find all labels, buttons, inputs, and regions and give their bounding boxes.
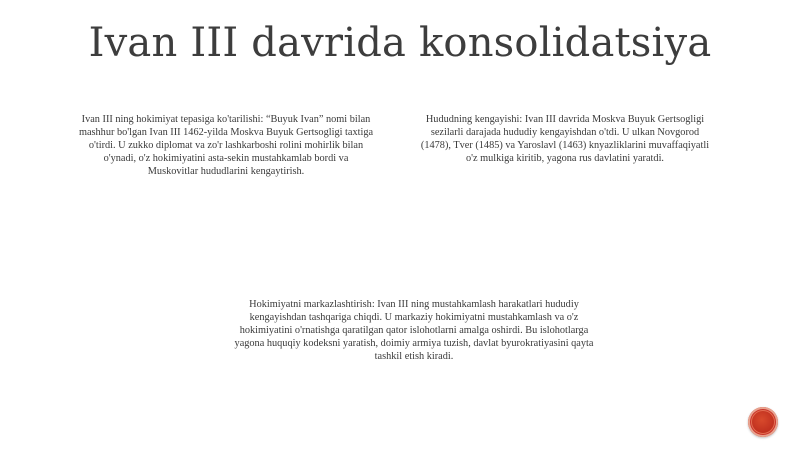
text-block-centralization: Hokimiyatni markazlashtirish: Ivan III ning mustahkamlash harakatlari hududiy kengayishdan tashqariga chiqdi. U markaziy hokimiyatni mustahkamlash va o'z hokimiyatini o'rnatishga qaratilgan qator islohotlarni amalga oshirdi. Bu islohotlarga yagona huquqiy kodeksni yaratish, doimiy armiya tuzish, davlat byurokratiyasini qayta tashkil etish kiradi. bbox=[234, 299, 594, 362]
slide-nav-button[interactable] bbox=[748, 407, 778, 437]
text-block-territorial-expansion: Hududning kengayishi: Ivan III davrida Moskva Buyuk Gertsogligi sezilarli darajada hududiy kengayishdan o'tdi. U ulkan Novgorod (1478), Tver (1485) va Yaroslavl (1463) knyazliklarini muvaffaqiyatli o'z mulkiga kiritib, yagona rus davlatini yaratdi. bbox=[420, 114, 710, 164]
circle-nav-icon bbox=[751, 410, 775, 434]
text-block-rise-to-power: Ivan III ning hokimiyat tepasiga ko'tarilishi: “Buyuk Ivan” nomi bilan mashhur bo'lgan Ivan III 1462-yilda Moskva Buyuk Gertsogligi taxtiga o'tirdi. U zukko diplomat va zo'r lashkarboshi rolini mohirlik bilan o'ynadi, o'z hokimiyatini asta-sekin mustahkamlab bordi va Muskovitlar hududlarini kengaytirish. bbox=[78, 114, 374, 177]
slide-title: Ivan III davrida konsolidatsiya bbox=[88, 20, 712, 66]
